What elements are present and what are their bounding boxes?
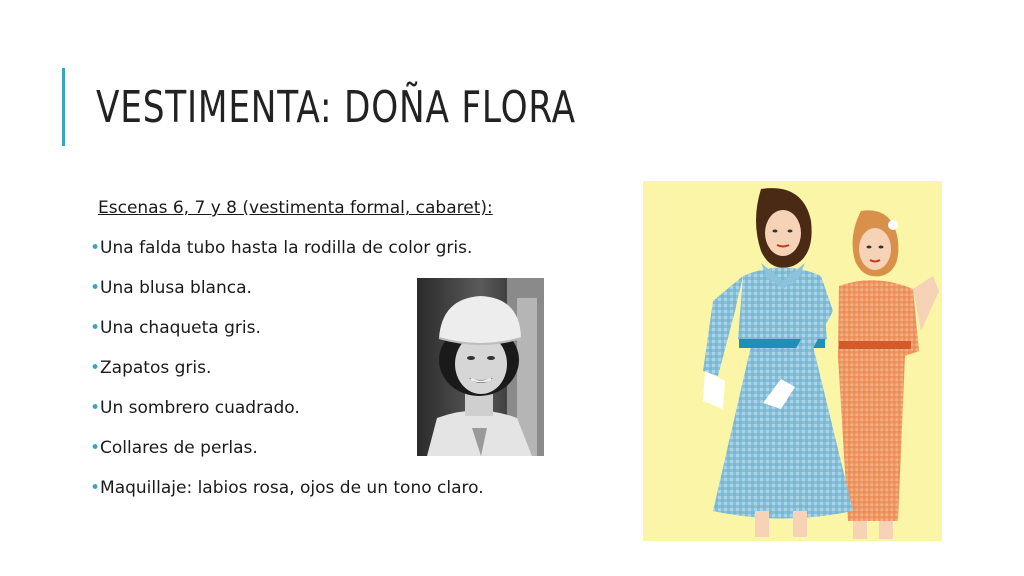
bullet-icon: • [90, 438, 101, 458]
list-item: •Una falda tubo hasta la rodilla de color gris. [90, 238, 473, 258]
bullet-icon: • [90, 318, 101, 338]
list-item: •Una chaqueta gris. [90, 318, 261, 338]
bullet-icon: • [90, 398, 101, 418]
list-item: •Maquillaje: labios rosa, ojos de un tono claro. [90, 478, 484, 498]
list-item: •Zapatos gris. [90, 358, 212, 378]
bullet-icon: • [90, 358, 101, 378]
bullet-icon: • [90, 478, 101, 498]
pillbox-hat-portrait-photo [417, 278, 544, 456]
bullet-icon: • [90, 278, 101, 298]
list-item: •Una blusa blanca. [90, 278, 252, 298]
slide-title: VESTIMENTA: DOÑA FLORA [96, 82, 576, 133]
scenes-subtitle: Escenas 6, 7 y 8 (vestimenta formal, cabaret): [98, 198, 493, 218]
list-item: •Un sombrero cuadrado. [90, 398, 300, 418]
bullet-icon: • [90, 238, 101, 258]
list-item: •Collares de perlas. [90, 438, 258, 458]
title-accent-bar [62, 68, 65, 146]
vintage-dresses-illustration [643, 181, 942, 541]
